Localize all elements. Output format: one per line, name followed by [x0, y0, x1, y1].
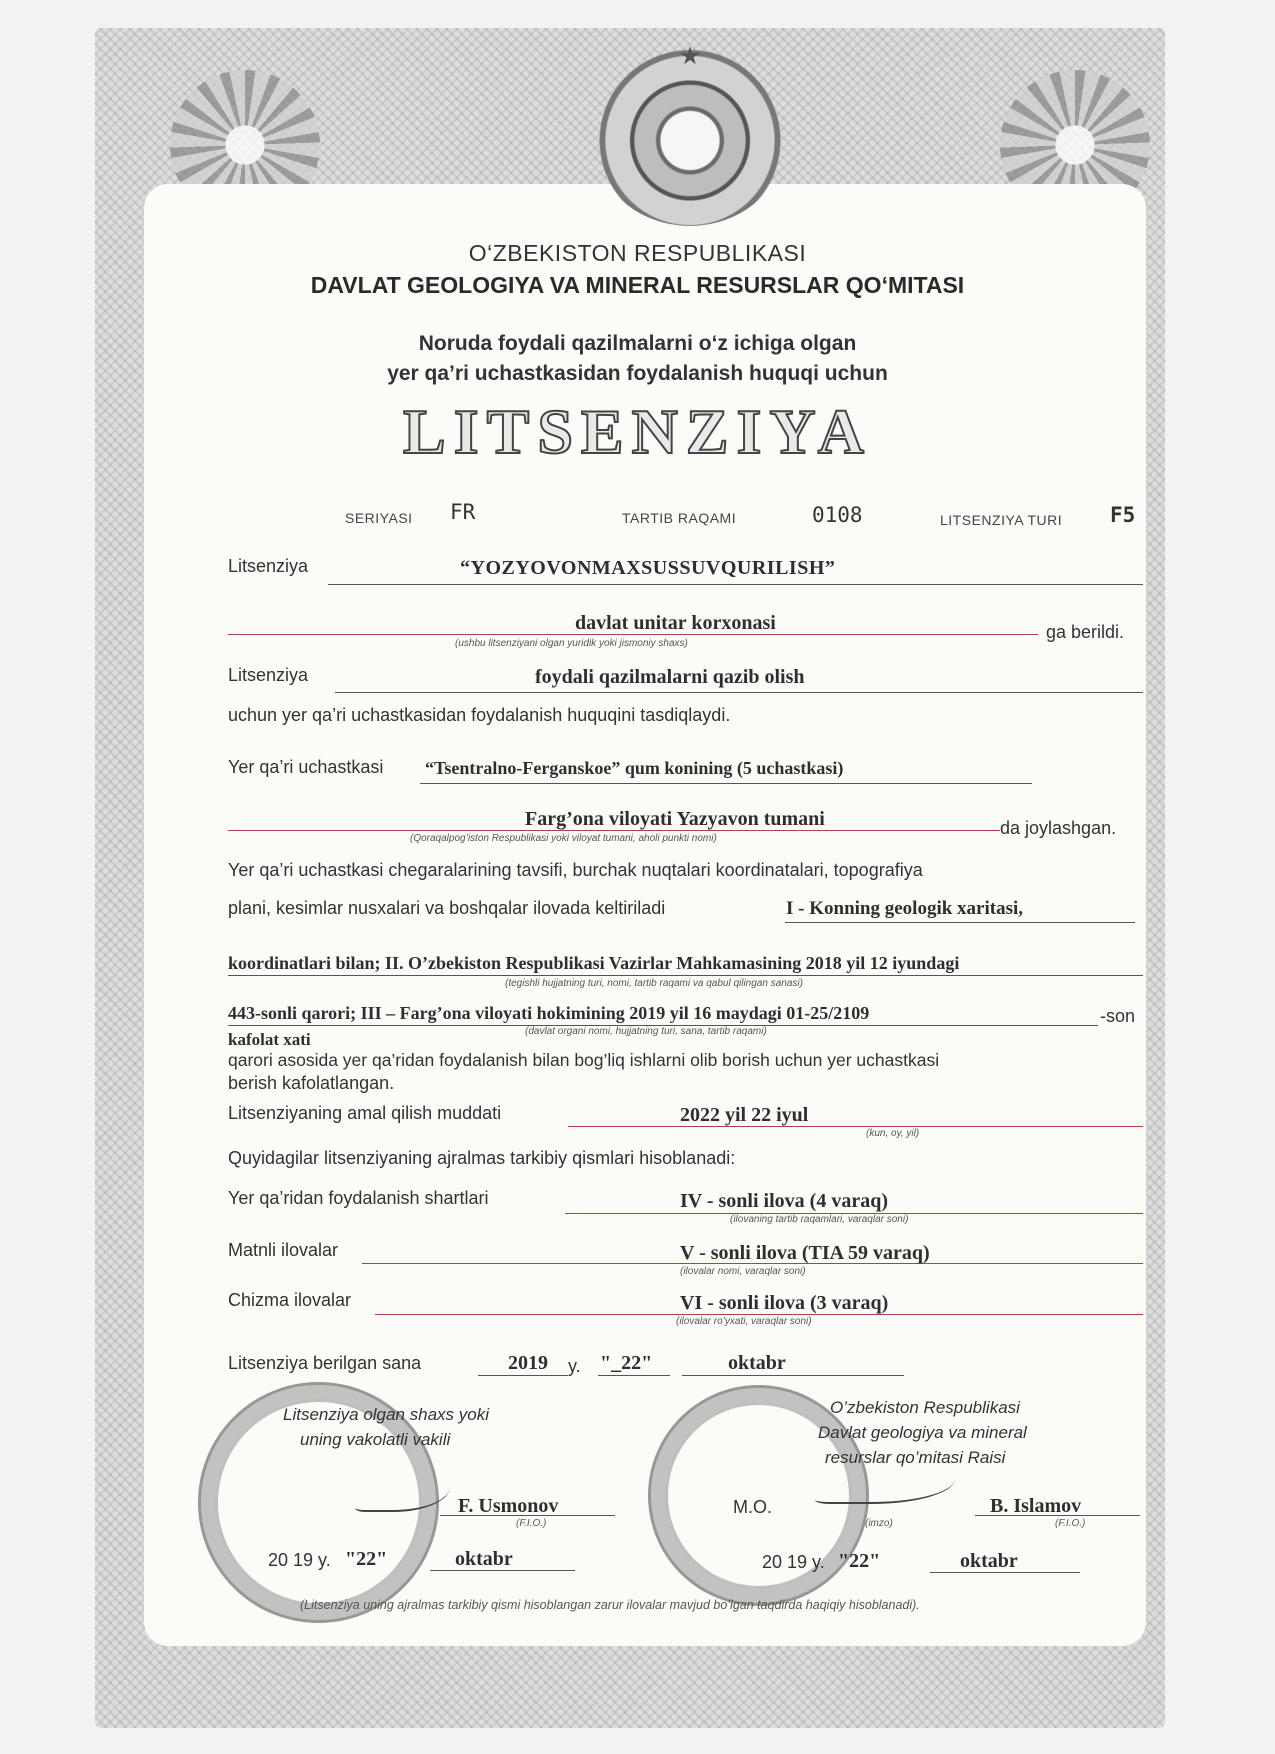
- drawing-annex-value: VI - sonli ilova (3 varaq): [680, 1292, 889, 1314]
- right-imzo-caption: (imzo): [865, 1518, 893, 1529]
- number-label: TARTIB RAQAMI: [622, 510, 737, 526]
- purpose-suffix: uchun yer qa’ri uchastkasidan foydalanish huquqini tasdiqlaydi.: [228, 705, 731, 725]
- basis-suffix-2: -son: [1100, 1006, 1136, 1026]
- boundaries-line-1: Yer qa’ri uchastkasi chegaralarining tavsifi, burchak nuqtalari koordinatalari, topografiya: [228, 860, 923, 880]
- basis-line-3: qarori asosida yer qa’ridan foydalanish bilan bog’liq ishlarni olib borish uchun yer uchastkasi: [228, 1050, 940, 1070]
- state-emblem: [590, 36, 790, 226]
- number-value: 0108: [812, 503, 863, 527]
- conditions-label: Yer qa’ridan foydalanish shartlari: [228, 1188, 489, 1208]
- document-title: LITSENZIYA: [403, 396, 872, 467]
- drawing-annex-caption: (ilovalar ro’yxati, varaqlar soni): [676, 1316, 812, 1327]
- left-signatory-name: F. Usmonov: [458, 1495, 559, 1517]
- text-annex-caption: (ilovalar nomi, varaqlar soni): [680, 1266, 806, 1277]
- right-signatory-label-1: O’zbekiston Respublikasi: [830, 1398, 1020, 1417]
- left-signatory-label-1: Litsenziya olgan shaxs yoki: [283, 1405, 490, 1424]
- conditions-caption: (ilovaning tartib raqamlari, varaqlar soni): [730, 1214, 909, 1225]
- basis-caption-1: (tegishli hujjatning turi, nomi, tartib raqami va qabul qilingan sanasi): [505, 978, 803, 989]
- right-signatory-label-3: resurslar qo’mitasi Raisi: [825, 1448, 1006, 1467]
- site-name: “Tsentralno-Ferganskoe” qum konining (5 uchastkasi): [425, 758, 844, 778]
- licence-label: Litsenziya: [228, 556, 309, 576]
- issued-month: oktabr: [728, 1352, 786, 1374]
- right-signatory-name: B. Islamov: [990, 1495, 1082, 1517]
- text-annex-value: V - sonli ilova (TIA 59 varaq): [680, 1242, 930, 1264]
- basis-line-4: berish kafolatlangan.: [228, 1073, 395, 1093]
- footer-note: (Litsenziya uning ajralmas tarkibiy qismi hisoblangan zarur ilovalar mavjud bo’lgan taqdirda haqiqiy hisoblanadi).: [300, 1598, 920, 1612]
- issued-day: "_22": [600, 1352, 653, 1374]
- committee-heading: DAVLAT GEOLOGIYA VA MINERAL RESURSLAR QO‘MITASI: [310, 272, 965, 298]
- series-value: FR: [450, 500, 476, 524]
- series-label: SERIYASI: [345, 510, 413, 526]
- left-date-month: oktabr: [455, 1548, 513, 1570]
- left-date-day: "22": [345, 1548, 388, 1570]
- given-suffix: ga berildi.: [1046, 622, 1125, 642]
- boundaries-fill: I - Konning geologik xaritasi,: [786, 898, 1023, 919]
- subtitle-line-1: Noruda foydali qazilmalarni o‘z ichiga olgan: [418, 332, 857, 355]
- location-value: Farg’ona viloyati Yazyavon tumani: [525, 808, 825, 830]
- holder-name: “YOZYOVONMAXSUSSUVQURILISH”: [460, 557, 836, 579]
- holder-type: davlat unitar korxonasi: [575, 612, 776, 634]
- validity-caption: (kun, oy, yil): [866, 1128, 920, 1139]
- drawing-annex-label: Chizma ilovalar: [228, 1290, 352, 1310]
- left-date-year: 20 19 y.: [268, 1550, 331, 1570]
- right-signatory-label-2: Davlat geologiya va mineral: [818, 1423, 1027, 1442]
- basis-caption-2: (davlat organi nomi, hujjatning turi, sana, tartib raqami): [525, 1026, 767, 1037]
- right-date-year: 20 19 y.: [762, 1552, 825, 1572]
- issued-year: 2019: [508, 1352, 548, 1374]
- left-signatory-label-2: uning vakolatli vakili: [300, 1430, 451, 1449]
- holder-caption: (ushbu litsenziyani olgan yuridik yoki jismoniy shaxs): [455, 638, 688, 649]
- type-value: F5: [1110, 503, 1136, 527]
- licence-label-2: Litsenziya: [228, 665, 309, 685]
- subtitle-line-2: yer qa’ri uchastkasidan foydalanish huquqi uchun: [387, 362, 888, 385]
- type-label: LITSENZIYA TURI: [940, 512, 1063, 528]
- right-date-month: oktabr: [960, 1550, 1018, 1572]
- left-fio-caption: (F.I.O.): [516, 1518, 547, 1529]
- country-heading: O‘ZBEKISTON RESPUBLIKASI: [468, 240, 807, 266]
- location-caption: (Qoraqalpog’iston Respublikasi yoki viloyat tumani, aholi punkti nomi): [410, 833, 717, 844]
- basis-fill-3: kafolat xati: [228, 1030, 311, 1049]
- right-date-day: "22": [838, 1550, 881, 1572]
- text-annex-label: Matnli ilovalar: [228, 1240, 339, 1260]
- issued-label: Litsenziya berilgan sana: [228, 1353, 422, 1373]
- basis-fill-2: 443-sonli qarori; III – Farg’ona viloyati hokimining 2019 yil 16 maydagi 01-25/2109: [228, 1003, 870, 1023]
- basis-fill-1: koordinatlari bilan; II. O’zbekiston Respublikasi Vazirlar Mahkamasining 2018 yil 12 iyundagi: [228, 953, 960, 973]
- location-suffix: da joylashgan.: [1000, 818, 1117, 838]
- right-fio-caption: (F.I.O.): [1055, 1518, 1086, 1529]
- purpose-value: foydali qazilmalarni qazib olish: [535, 666, 805, 688]
- parts-intro: Quyidagilar litsenziyaning ajralmas tarkibiy qismlari hisoblanadi:: [228, 1148, 736, 1168]
- mo-stamp-place: M.O.: [733, 1497, 772, 1517]
- site-label: Yer qa’ri uchastkasi: [228, 757, 384, 777]
- validity-value: 2022 yil 22 iyul: [680, 1104, 809, 1126]
- conditions-value: IV - sonli ilova (4 varaq): [680, 1190, 888, 1212]
- issued-y: y.: [568, 1356, 581, 1376]
- boundaries-line-2: plani, kesimlar nusxalari va boshqalar ilovada keltiriladi: [228, 898, 666, 918]
- validity-label: Litsenziyaning amal qilish muddati: [228, 1103, 502, 1123]
